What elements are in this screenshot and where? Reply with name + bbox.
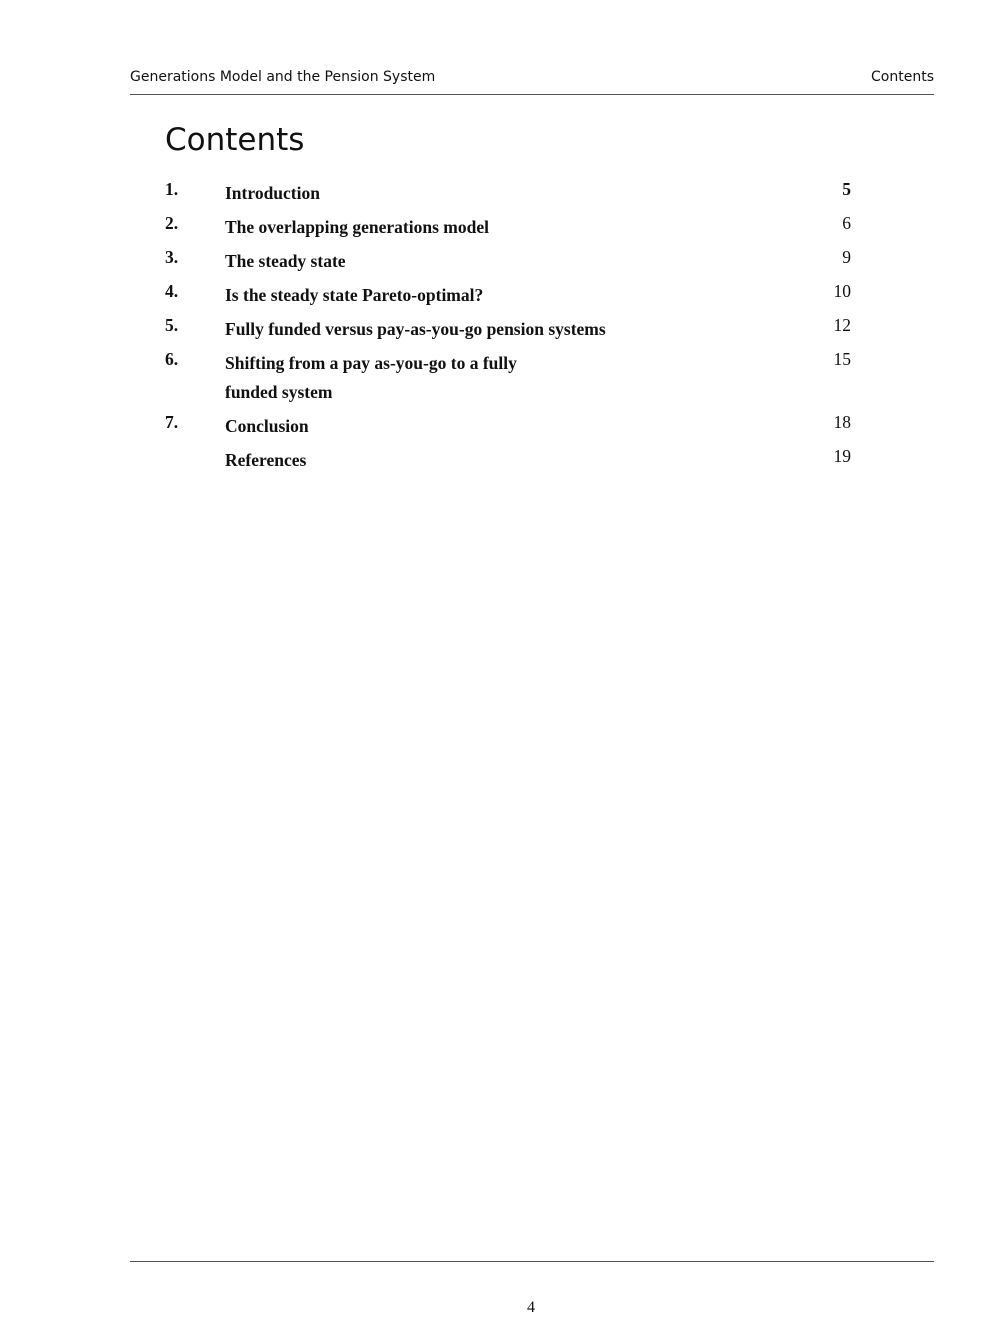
toc-entry[interactable] (165, 446, 851, 486)
toc-title: Conclusion (225, 416, 309, 436)
toc-page: 10 (833, 281, 851, 301)
toc-number: 7. (165, 412, 179, 432)
toc-page: 12 (833, 315, 851, 335)
toc-page: 6 (842, 213, 851, 233)
toc-number: 4. (165, 281, 179, 301)
running-header (130, 68, 934, 95)
toc-page: 18 (833, 412, 851, 432)
toc-title: Is the steady state Pareto-optimal? (225, 285, 484, 305)
toc-page: 5 (842, 179, 851, 199)
header-title: Generations Model and the Pension System (130, 69, 436, 85)
toc-number: 6. (165, 349, 179, 369)
toc-number: 5. (165, 315, 179, 335)
footer-rule (130, 1261, 934, 1262)
toc-title: The overlapping generations model (225, 217, 489, 237)
toc-number: 1. (165, 179, 179, 199)
page-number: 4 (527, 1299, 535, 1316)
toc-number: 3. (165, 247, 179, 267)
toc-page: 19 (833, 446, 851, 466)
toc-title: Shifting from a pay as-you-go to a fully funded system (225, 353, 517, 402)
toc-number: 2. (165, 213, 179, 233)
toc-title: The steady state (225, 251, 346, 271)
toc-page: 9 (842, 247, 851, 267)
toc-title: References (225, 450, 307, 470)
table-of-contents (165, 179, 851, 486)
toc-page: 15 (833, 349, 851, 369)
toc-title: Introduction (225, 183, 320, 203)
page-title: Contents (165, 122, 305, 158)
toc-title: Fully funded versus pay-as-you-go pension systems (225, 319, 606, 339)
header-section: Contents (871, 69, 934, 85)
toc-entry[interactable] (165, 349, 851, 418)
